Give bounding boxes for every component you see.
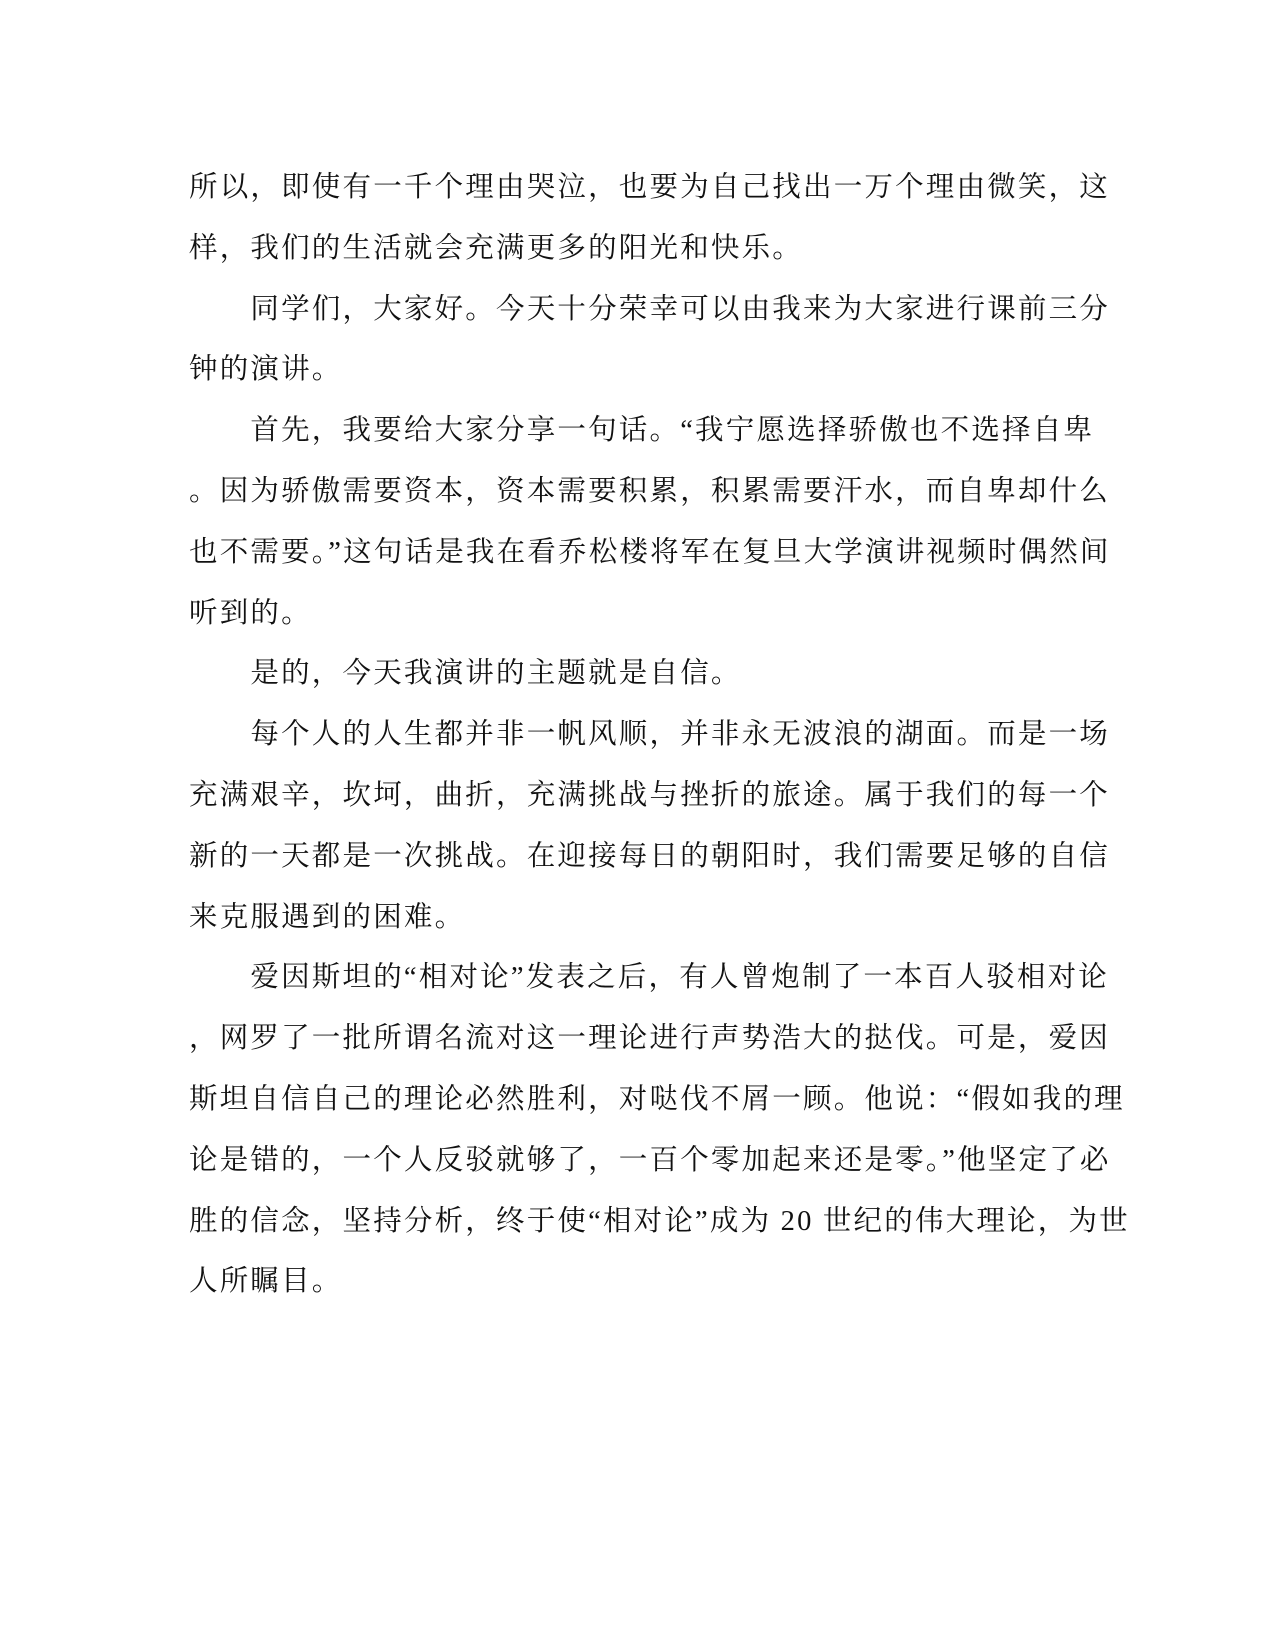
text-line: 样，我们的生活就会充满更多的阳光和快乐。 <box>189 232 804 264</box>
text-line: 同学们，大家好。今天十分荣幸可以由我来为大家进行课前三分 <box>189 293 1111 325</box>
document-body <box>189 158 1130 1313</box>
text-line: 首先，我要给大家分享一句话。“我宁愿选择骄傲也不选择自卑 <box>189 415 1095 447</box>
text-line: 听到的。 <box>189 597 312 629</box>
text-line: 来克服遇到的困难。 <box>189 901 466 933</box>
text-line: 新的一天都是一次挑战。在迎接每日的朝阳时，我们需要足够的自信 <box>189 840 1111 872</box>
text-line: 人所瞩目。 <box>189 1266 343 1298</box>
text-line: 爱因斯坦的“相对论”发表之后，有人曾炮制了一本百人驳相对论 <box>189 962 1110 994</box>
text-line: 。因为骄傲需要资本，资本需要积累，积累需要汗水，而自卑却什么 <box>189 475 1111 507</box>
text-line: 是的，今天我演讲的主题就是自信。 <box>189 658 742 690</box>
text-line: 所以，即使有一千个理由哭泣，也要为自己找出一万个理由微笑，这 <box>189 172 1111 203</box>
text-line: 斯坦自信自己的理论必然胜利，对哒伐不屑一顾。他说：“假如我的理 <box>189 1083 1125 1115</box>
text-line: 也不需要。”这句话是我在看乔松楼将军在复旦大学演讲视频时偶然间 <box>189 536 1111 568</box>
text-line: 每个人的人生都并非一帆风顺，并非永无波浪的湖面。而是一场 <box>189 719 1111 751</box>
text-line: 充满艰辛，坎坷，曲折，充满挑战与挫折的旅途。属于我们的每一个 <box>189 779 1111 811</box>
text-line: ，网罗了一批所谓名流对这一理论进行声势浩大的挞伐。可是，爱因 <box>189 1023 1111 1055</box>
text-line: 论是错的，一个人反驳就够了，一百个零加起来还是零。”他坚定了必 <box>189 1144 1111 1176</box>
text-line: 胜的信念，坚持分析，终于使“相对论”成为 20 世纪的伟大理论，为世 <box>189 1205 1130 1237</box>
text-line: 钟的演讲。 <box>189 354 343 386</box>
